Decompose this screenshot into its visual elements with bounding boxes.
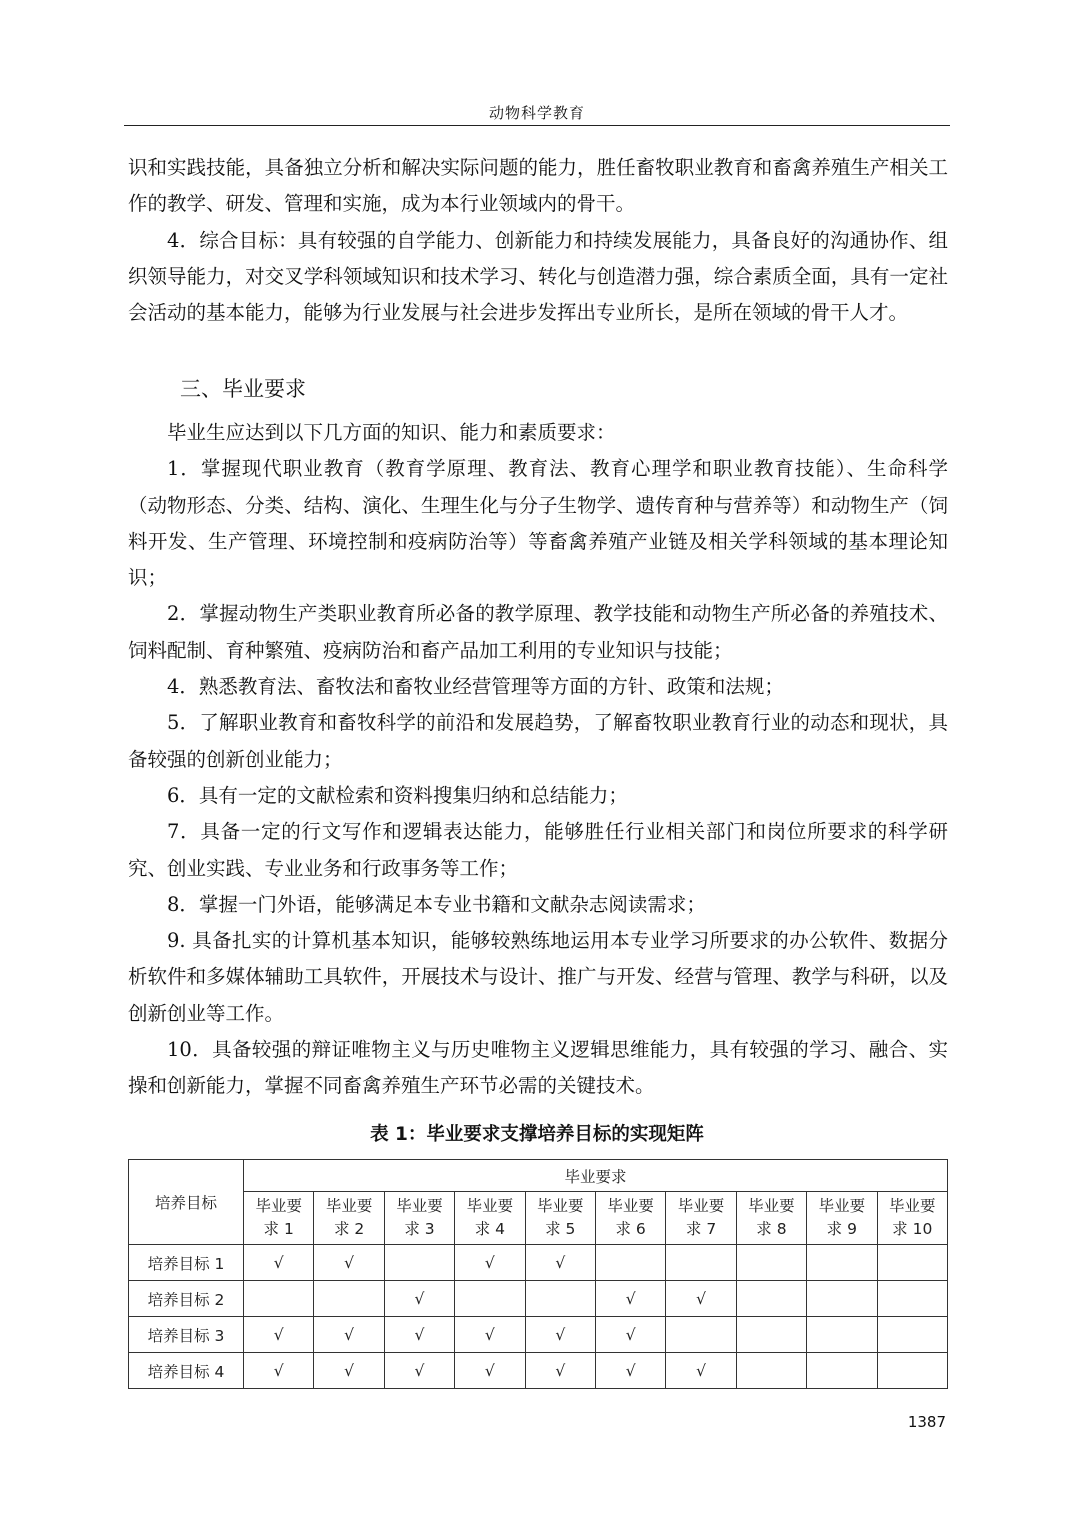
matrix-cell: √: [384, 1317, 454, 1353]
column-header-cell: [244, 1192, 314, 1245]
column-header-line: 求 3: [404, 1220, 435, 1238]
matrix-cell: √: [244, 1245, 314, 1281]
paragraph-req-6: 6．具有一定的文献检索和资料搜集归纳和总结能力；: [167, 783, 628, 807]
column-header-line: 求 2: [333, 1220, 365, 1238]
column-header-line: 求 8: [756, 1220, 787, 1238]
matrix-cell: √: [314, 1353, 384, 1389]
matrix-cell: √: [455, 1245, 525, 1281]
matrix-cell: √: [595, 1353, 665, 1389]
matrix-cell: √: [314, 1245, 384, 1281]
matrix-cell: √: [244, 1353, 314, 1389]
paragraph-req-5: 5．了解职业教育和畜牧科学的前沿和发展趋势，了解畜牧职业教育行业的动态和现状，具备较强的创新创业能力；: [128, 711, 948, 771]
column-header-line: 毕业要: [889, 1197, 936, 1215]
matrix-cell: [314, 1281, 384, 1317]
column-header-line: 毕业要: [537, 1197, 584, 1215]
column-header-cell: [807, 1192, 877, 1245]
matrix-cell: [807, 1317, 877, 1353]
column-header-line: 求 1: [263, 1220, 294, 1238]
row-label-cell: 培养目标 1: [129, 1245, 244, 1281]
section-heading: 三、毕业要求: [180, 377, 306, 401]
matrix-cell: √: [384, 1353, 454, 1389]
matrix-cell: [877, 1317, 947, 1353]
matrix-cell: √: [666, 1281, 736, 1317]
column-header-cell: [455, 1192, 525, 1245]
matrix-cell: √: [244, 1317, 314, 1353]
matrix-body: [129, 1245, 948, 1389]
column-header-line: 毕业要: [396, 1197, 443, 1215]
matrix-cell: [877, 1353, 947, 1389]
matrix-cell: [666, 1245, 736, 1281]
matrix-cell: √: [314, 1317, 384, 1353]
column-header-cell: [877, 1192, 947, 1245]
requirements-matrix-table: [128, 1159, 948, 1389]
paragraph-req-2: 2．掌握动物生产类职业教育所必备的教学原理、教学技能和动物生产所必备的养殖技术、饲料配制、育种繁殖、疫病防治和畜产品加工利用的专业知识与技能；: [128, 602, 948, 662]
table-row: [129, 1317, 948, 1353]
matrix-cell: √: [595, 1281, 665, 1317]
matrix-cell: [807, 1353, 877, 1389]
body-text-requirements: [128, 415, 948, 1105]
matrix-cell: [877, 1281, 947, 1317]
paragraph-req-10: 10．具备较强的辩证唯物主义与历史唯物主义逻辑思维能力，具有较强的学习、融合、实操和创新能力，掌握不同畜禽养殖生产环节必需的关键技术。: [128, 1038, 948, 1098]
column-header-line: 毕业要: [255, 1197, 302, 1215]
paragraph-req-8: 8．掌握一门外语，能够满足本专业书籍和文献杂志阅读需求；: [167, 892, 706, 916]
column-header-line: 求 10: [892, 1220, 933, 1238]
matrix-cell: [595, 1245, 665, 1281]
matrix-cell: √: [525, 1353, 595, 1389]
column-header-cell: [595, 1192, 665, 1245]
matrix-cell: √: [525, 1317, 595, 1353]
row-label-cell: 培养目标 2: [129, 1281, 244, 1317]
paragraph-continuation: 识和实践技能，具备独立分析和解决实际问题的能力，胜任畜牧职业教育和畜禽养殖生产相关工作的教学、研发、管理和实施，成为本行业领域内的骨干。: [128, 156, 948, 216]
paragraph-goal-4: 4．综合目标：具有较强的自学能力、创新能力和持续发展能力，具备良好的沟通协作、组织领导能力，对交叉学科领域知识和技术学习、转化与创造潜力强，综合素质全面，具有一定社会活动的基本能力，能够为行业发展与社会进步发挥出专业所长，是所在领域的骨干人才。: [128, 228, 948, 325]
body-text-top: [128, 150, 948, 331]
matrix-cell: [455, 1281, 525, 1317]
table-row: [129, 1245, 948, 1281]
matrix-cell: √: [455, 1317, 525, 1353]
column-header-line: 求 5: [545, 1220, 576, 1238]
table-caption: 表 1：毕业要求支撑培养目标的实现矩阵: [370, 1124, 704, 1145]
paragraph-intro: 毕业生应达到以下几方面的知识、能力和素质要求：: [167, 421, 616, 444]
column-header-cell: [384, 1192, 454, 1245]
table-row: [129, 1281, 948, 1317]
row-header-cell: 培养目标: [129, 1160, 244, 1245]
matrix-cell: [877, 1245, 947, 1281]
table-row: [129, 1353, 948, 1389]
paragraph-req-1: 1．掌握现代职业教育（教育学原理、教育法、教育心理学和职业教育技能）、生命科学（动物形态、分类、结构、演化、生理生化与分子生物学、遗传育种与营养等）和动物生产（饲料开发、生产管理、环境控制和疫病防治等）等畜禽养殖产业链及相关学科领域的基本理论知识；: [128, 457, 948, 590]
row-label-cell: 培养目标 3: [129, 1317, 244, 1353]
column-header-cell: [525, 1192, 595, 1245]
paragraph-req-4: 4．熟悉教育法、畜牧法和畜牧业经营管理等方面的方针、政策和法规；: [167, 675, 784, 699]
matrix-cell: √: [666, 1353, 736, 1389]
matrix-cell: √: [525, 1245, 595, 1281]
matrix-cell: [525, 1281, 595, 1317]
paragraph-req-7: 7．具备一定的行文写作和逻辑表达能力，能够胜任行业相关部门和岗位所要求的科学研究、创业实践、专业业务和行政事务等工作；: [128, 820, 948, 880]
matrix-cell: [736, 1353, 806, 1389]
page-number: 1387: [907, 1413, 946, 1431]
matrix-cell: [244, 1281, 314, 1317]
matrix-cell: [666, 1317, 736, 1353]
column-header-row: [129, 1192, 948, 1245]
group-header-cell: 毕业要求: [244, 1160, 948, 1192]
matrix-cell: √: [595, 1317, 665, 1353]
column-header-line: 毕业要: [677, 1197, 725, 1215]
matrix-cell: √: [455, 1353, 525, 1389]
column-header-line: 求 4: [474, 1220, 506, 1238]
matrix-cell: [736, 1281, 806, 1317]
column-header-line: 求 9: [826, 1220, 857, 1238]
column-header-line: 毕业要: [466, 1197, 514, 1215]
column-header-line: 毕业要: [325, 1197, 373, 1215]
paragraph-req-9: 9. 具备扎实的计算机基本知识，能够较熟练地运用本专业学习所要求的办公软件、数据分析软件和多媒体辅助工具软件，开展技术与设计、推广与开发、经营与管理、教学与科研，以及创新创业等工作。: [128, 929, 948, 1025]
column-header-line: 求 6: [615, 1220, 646, 1238]
row-label-cell: 培养目标 4: [129, 1353, 244, 1389]
column-header-cell: [314, 1192, 384, 1245]
running-header-title: 动物科学教育: [488, 104, 585, 122]
column-header-line: 求 7: [685, 1220, 717, 1238]
column-header-line: 毕业要: [748, 1197, 795, 1215]
column-header-cell: [736, 1192, 806, 1245]
header-rule: [124, 125, 950, 126]
column-header-line: 毕业要: [818, 1197, 866, 1215]
matrix-cell: [736, 1245, 806, 1281]
matrix-cell: [807, 1281, 877, 1317]
column-header-line: 毕业要: [607, 1197, 654, 1215]
matrix-cell: [807, 1245, 877, 1281]
matrix-cell: [736, 1317, 806, 1353]
matrix-cell: [384, 1245, 454, 1281]
column-header-cell: [666, 1192, 736, 1245]
matrix-cell: √: [384, 1281, 454, 1317]
